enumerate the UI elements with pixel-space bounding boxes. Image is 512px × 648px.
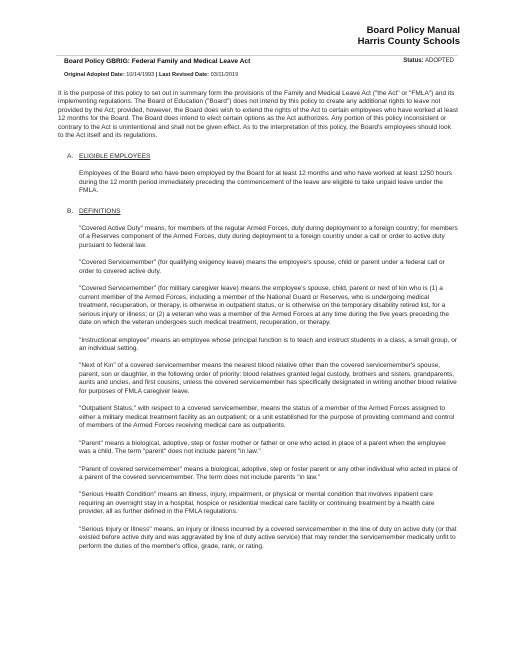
definition-instructional-employee: "Instructional employee" means an employee whose principal function is to teach and instruct students in a class, a small group, or an individual setting. <box>79 336 458 352</box>
definition-covered-servicemember-caregiver: "Covered Servicemember" (for military caregiver leave) means the employee's spouse, child, parent or next of kin who is (1) a current member of the Armed Forces, including a member of the National Guard or Reserves, who is undergoing medical treatment, recuperation, or therapy, is otherwise in outpatient status, or is otherwise on the temporary disability retired list, for a serious injury or illness; or (2) a veteran who was a member of the Armed Forces at any time during the five years preceding the date on which the veteran undergoes such medical treatment, recuperation, or therapy. <box>79 285 450 327</box>
policy-body <box>58 90 458 551</box>
policy-dates <box>64 72 238 78</box>
status-badge: ADOPTED <box>424 58 454 64</box>
intro-paragraph: It is the purpose of this policy to set out in summary form the provisions of the Family and Medical Leave Act ("the Act" or "FMLA") and its implementing regulations. The Board of Education ("Board") does not intend by this policy to create any additional rights to leave not provided by the Act; provided, however, the Board does wish to extend the rights of the Act to certain employees who have worked at least 12 months for the Board. The Board does intend to elect certain options as the Act authorizes. Any portion of this policy inconsistent or contrary to the Act is unintentional and shall not be given effect. As to the interpretation of this policy, the Board's employees should look to the Act itself and its regulations. <box>58 90 458 140</box>
definition-next-of-kin: "Next of Kin" of a covered servicemember means the nearest blood relative other than the covered servicemember's spouse, parent, son or daughter, in the following order of priority: blood relatives granted legal custody, brothers and sisters, grandparents, aunts and uncles, and first cousins, unless the covered servicemember has specifically designated in writing another blood relative for purposes of FMLA caregiver leave. <box>79 362 457 395</box>
section-title: ELIGIBLE EMPLOYEES <box>79 152 151 160</box>
adopted-date-value: 10/14/1993 <box>126 72 155 78</box>
definition-outpatient-status: "Outpatient Status," with respect to a covered servicemember, means the status of a member of the Armed Forces assigned to either a military medical treatment facility as an outpatient; or a unit established for the purpose of providing command and control of members of the Armed Forces receiving medical care as outpatients. <box>79 405 455 430</box>
section-letter: B. <box>67 207 74 215</box>
policy-status <box>403 58 454 64</box>
manual-title <box>358 25 460 47</box>
manual-name: Board Policy Manual <box>366 25 460 36</box>
date-separator: | <box>155 72 158 78</box>
definition-parent: "Parent" means a biological, adoptive, step or foster mother or father or one who acted in place of a parent when the employee was a child. The term "parent" does not include parent "in law." <box>79 439 446 456</box>
section-heading-eligible <box>67 153 458 161</box>
definition-serious-injury-illness: "Serious Injury or Illness" means, an injury or illness incurred by a covered servicemember in the line of duty on active duty (or that existed before active duty and was aggravated by line of duty active service) that may render the servicemember medically unfit to perform the duties of the member's office, grade, rank, or rating. <box>79 525 457 550</box>
revised-date-value: 03/11/2019 <box>210 72 239 78</box>
section-letter: A. <box>67 152 74 160</box>
adopted-date-label: Original Adopted Date: <box>64 72 125 78</box>
definition-covered-servicemember-exigency: "Covered Servicemember" (for qualifying exigency leave) means the employee's spouse, child or parent under a federal call or order to covered active duty. <box>79 259 445 275</box>
status-label: Status: <box>403 58 424 64</box>
definition-covered-active-duty: "Covered Active Duty" means, for members of the regular Armed Forces, duty during deployment to a foreign country; for members of a Reserves component of the Armed Forces, duty during deployment to a foreign country under a call or order to active duty pursuant to federal law. <box>79 224 458 249</box>
section-heading-definitions <box>67 208 458 216</box>
section-title: DEFINITIONS <box>79 207 121 215</box>
definition-parent-of-servicemember: "Parent of covered servicemember" means a biological, adoptive, step or foster parent or any other individual who acted in place of a parent of the covered servicemember. The term does not include parents "in law." <box>79 465 458 481</box>
district-name: Harris County Schools <box>357 36 460 47</box>
eligible-paragraph: Employees of the Board who have been employed by the Board for at least 12 months and who have worked at least 1250 hours during the 12 month period immediately preceding the commencement of the leave are eligible to take unpaid leave under the FMLA. <box>79 170 453 195</box>
revised-date-label: Last Revised Date: <box>158 72 210 78</box>
policy-title: Board Policy GBRIG: Federal Family and Medical Leave Act <box>64 58 251 65</box>
definition-serious-health-condition: "Serious Health Condition" means an illness, injury, impairment, or physical or mental condition that involves inpatient care requiring an overnight stay in a hospital, hospice or residential medical care facility or continuing treatment by a health care provider, all as further defined in the FMLA regulations. <box>79 491 435 516</box>
